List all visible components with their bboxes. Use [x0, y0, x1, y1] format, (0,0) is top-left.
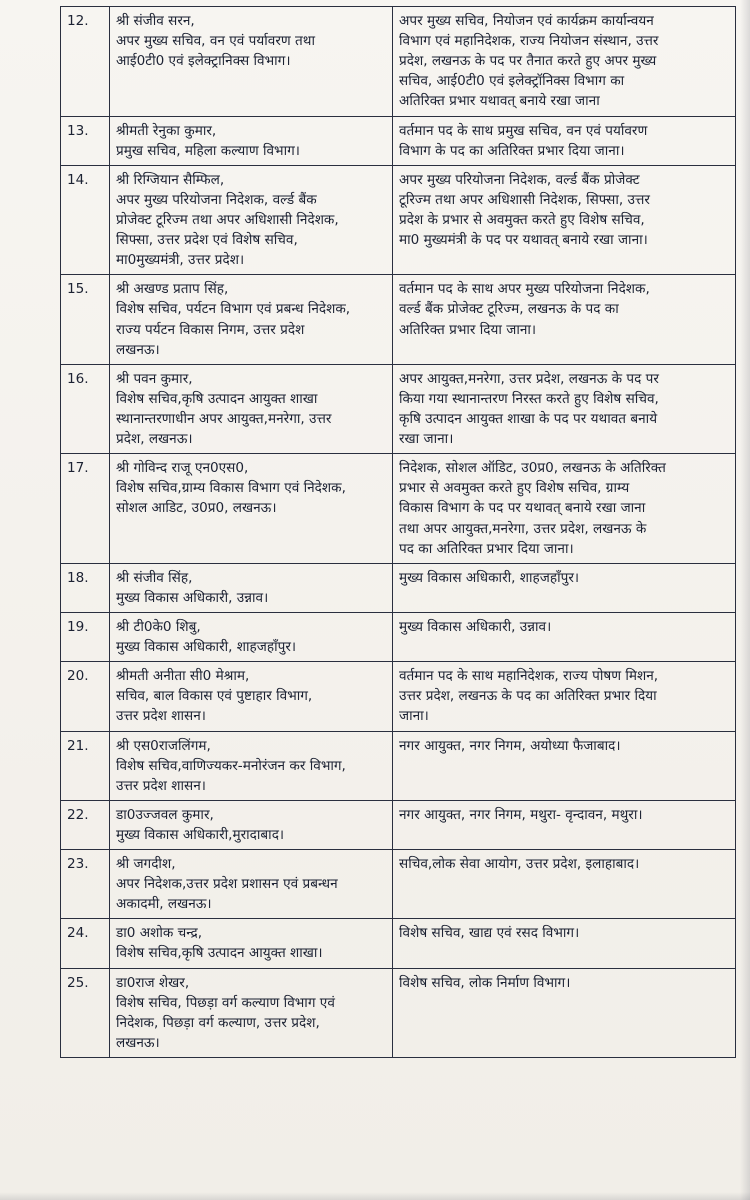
serial-number: 17. — [61, 454, 110, 564]
officer-cell — [110, 7, 393, 117]
new-posting-cell — [393, 563, 736, 612]
officer-name: श्री रिग्जियान सैम्फिल, — [116, 171, 225, 188]
officer-cell — [110, 968, 393, 1057]
table-row — [61, 800, 736, 849]
officer-current-post: प्रदेश, लखनऊ। — [116, 431, 193, 448]
table-row — [61, 919, 736, 968]
transfer-order-table — [60, 6, 736, 1058]
new-posting-text: अपर मुख्य परियोजना निदेशक, वर्ल्ड बैंक प्रोजेक्ट — [399, 171, 640, 188]
officer-current-post: प्रोजेक्ट टूरिज्म तथा अपर अधिशासी निदेशक, — [116, 211, 339, 228]
officer-current-post: अपर मुख्य सचिव, वन एवं पर्यावरण तथा — [116, 33, 315, 50]
officer-current-post: राज्य पर्यटन विकास निगम, उत्तर प्रदेश — [116, 321, 305, 338]
new-posting-text: अतिरिक्त प्रभार यथावत् बनाये रखा जाना — [399, 93, 600, 110]
serial-number: 18. — [61, 563, 110, 612]
officer-cell — [110, 165, 393, 275]
page-bottom-shadow — [0, 1192, 750, 1200]
officer-current-post: उत्तर प्रदेश शासन। — [116, 777, 206, 794]
serial-number: 22. — [61, 800, 110, 849]
officer-cell — [110, 364, 393, 453]
officer-current-post: मुख्य विकास अधिकारी, उन्नाव। — [116, 589, 269, 606]
table-row — [61, 662, 736, 731]
officer-name: श्रीमती अनीता सी0 मेश्राम, — [116, 668, 250, 685]
new-posting-cell — [393, 919, 736, 968]
new-posting-text: विकास विभाग के पद पर यथावत् बनाये रखा जाना — [399, 500, 646, 517]
new-posting-text: वर्तमान पद के साथ महानिदेशक, राज्य पोषण मिशन, — [399, 668, 659, 685]
serial-number: 14. — [61, 165, 110, 275]
new-posting-text: अपर मुख्य सचिव, नियोजन एवं कार्यक्रम कार्यान्वयन — [399, 13, 654, 29]
serial-number: 21. — [61, 731, 110, 800]
officer-cell — [110, 850, 393, 919]
table-row — [61, 7, 736, 117]
serial-number: 19. — [61, 612, 110, 661]
new-posting-text: वर्तमान पद के साथ प्रमुख सचिव, वन एवं पर्यावरण — [399, 122, 648, 139]
officer-name: श्री अखण्ड प्रताप सिंह, — [116, 281, 229, 298]
officer-current-post: विशेष सचिव, पिछड़ा वर्ग कल्याण विभाग एवं — [116, 994, 335, 1011]
serial-number: 12. — [61, 7, 110, 117]
new-posting-text: मुख्य विकास अधिकारी, उन्नाव। — [399, 618, 552, 635]
new-posting-text: निदेशक, सोशल ऑडिट, उ0प्र0, लखनऊ के अतिरिक्त — [399, 460, 666, 477]
officer-name: श्रीमती रेनुका कुमार, — [116, 122, 217, 139]
table-row — [61, 275, 736, 364]
new-posting-text: रखा जाना। — [399, 431, 454, 448]
table-row — [61, 116, 736, 165]
officer-current-post: अपर मुख्य परियोजना निदेशक, वर्ल्ड बैंक — [116, 191, 317, 208]
new-posting-text: प्रभार से अवमुक्त करते हुए विशेष सचिव, ग्राम्य — [399, 480, 630, 497]
new-posting-text: तथा अपर आयुक्त,मनरेगा, उत्तर प्रदेश, लखनऊ के — [399, 520, 647, 537]
officer-name: श्री गोविन्द राजू एन0एस0, — [116, 460, 249, 477]
new-posting-cell — [393, 7, 736, 117]
new-posting-text: टूरिज्म तथा अपर अधिशासी निदेशक, सिफ्सा, उत्तर — [399, 191, 650, 208]
officer-current-post: सोशल आडिट, उ0प्र0, लखनऊ। — [116, 500, 277, 517]
new-posting-text: अपर आयुक्त,मनरेगा, उत्तर प्रदेश, लखनऊ के पद पर — [399, 370, 659, 387]
officer-cell — [110, 800, 393, 849]
new-posting-text: मा0 मुख्यमंत्री के पद पर यथावत् बनाये रखा जाना। — [399, 232, 648, 249]
officer-cell — [110, 563, 393, 612]
officer-cell — [110, 731, 393, 800]
new-posting-cell — [393, 800, 736, 849]
serial-number: 20. — [61, 662, 110, 731]
new-posting-cell — [393, 612, 736, 661]
new-posting-text: उत्तर प्रदेश, लखनऊ के पद का अतिरिक्त प्रभार दिया — [399, 688, 657, 705]
serial-number: 23. — [61, 850, 110, 919]
officer-name: श्री एस0राजलिंगम, — [116, 737, 211, 754]
officer-current-post: स्थानान्तरणाधीन अपर आयुक्त,मनरेगा, उत्तर — [116, 410, 332, 427]
new-posting-cell — [393, 116, 736, 165]
serial-number: 24. — [61, 919, 110, 968]
officer-current-post: निदेशक, पिछड़ा वर्ग कल्याण, उत्तर प्रदेश, — [116, 1014, 320, 1031]
new-posting-text: जाना। — [399, 708, 429, 725]
new-posting-text: विभाग के पद का अतिरिक्त प्रभार दिया जाना। — [399, 142, 625, 159]
new-posting-text: किया गया स्थानान्तरण निरस्त करते हुए विशेष सचिव, — [399, 390, 659, 407]
new-posting-cell — [393, 968, 736, 1057]
officer-name: श्री संजीव सिंह, — [116, 569, 193, 586]
officer-current-post: विशेष सचिव,कृषि उत्पादन आयुक्त शाखा — [116, 390, 318, 407]
officer-current-post: लखनऊ। — [116, 1034, 160, 1051]
officer-current-post: विशेष सचिव,वाणिज्यकर-मनोरंजन कर विभाग, — [116, 757, 346, 774]
new-posting-text: वर्तमान पद के साथ अपर मुख्य परियोजना निदेशक, — [399, 281, 650, 298]
officer-name: डा0 अशोक चन्द्र, — [116, 925, 203, 942]
table-row — [61, 364, 736, 453]
new-posting-cell — [393, 364, 736, 453]
new-posting-text: मुख्य विकास अधिकारी, शाहजहाँपुर। — [399, 569, 580, 586]
page-edge-shadow — [740, 0, 750, 1200]
officer-current-post: उत्तर प्रदेश शासन। — [116, 708, 206, 725]
officer-current-post: मा0मुख्यमंत्री, उत्तर प्रदेश। — [116, 252, 245, 269]
officer-cell — [110, 275, 393, 364]
officer-name: श्री संजीव सरन, — [116, 13, 195, 29]
officer-current-post: विशेष सचिव,ग्राम्य विकास विभाग एवं निदेशक, — [116, 480, 346, 497]
officer-current-post: आई0टी0 एवं इलेक्ट्रानिक्स विभाग। — [116, 53, 291, 70]
officer-current-post: विशेष सचिव,कृषि उत्पादन आयुक्त शाखा। — [116, 945, 323, 962]
serial-number: 25. — [61, 968, 110, 1057]
new-posting-text: नगर आयुक्त, नगर निगम, मथुरा- वृन्दावन, मथुरा। — [399, 806, 643, 823]
officer-current-post: मुख्य विकास अधिकारी, शाहजहाँपुर। — [116, 639, 297, 656]
new-posting-text: वर्ल्ड बैंक प्रोजेक्ट टूरिज्म, लखनऊ के पद का — [399, 301, 619, 318]
table-body — [61, 7, 736, 1058]
new-posting-text: अतिरिक्त प्रभार दिया जाना। — [399, 321, 537, 338]
new-posting-text: पद का अतिरिक्त प्रभार दिया जाना। — [399, 540, 574, 557]
table-row — [61, 731, 736, 800]
officer-current-post: प्रमुख सचिव, महिला कल्याण विभाग। — [116, 142, 300, 159]
table-row — [61, 968, 736, 1057]
officer-current-post: अपर निदेशक,उत्तर प्रदेश प्रशासन एवं प्रबन्धन — [116, 876, 338, 893]
officer-cell — [110, 662, 393, 731]
table-row — [61, 612, 736, 661]
table-row — [61, 454, 736, 564]
officer-current-post: सचिव, बाल विकास एवं पुष्टाहार विभाग, — [116, 688, 313, 705]
officer-name: श्री टी0के0 शिबु, — [116, 618, 201, 635]
serial-number: 16. — [61, 364, 110, 453]
new-posting-text: प्रदेश के प्रभार से अवमुक्त करते हुए विशेष सचिव, — [399, 211, 645, 228]
officer-current-post: अकादमी, लखनऊ। — [116, 896, 212, 913]
new-posting-text: विशेष सचिव, लोक निर्माण विभाग। — [399, 974, 571, 991]
officer-cell — [110, 919, 393, 968]
officer-current-post: लखनऊ। — [116, 341, 160, 358]
officer-name: डा0उज्जवल कुमार, — [116, 806, 214, 823]
officer-current-post: सिफ्सा, उत्तर प्रदेश एवं विशेष सचिव, — [116, 232, 298, 249]
table-row — [61, 563, 736, 612]
officer-name: श्री जगदीश, — [116, 856, 176, 873]
new-posting-text: सचिव,लोक सेवा आयोग, उत्तर प्रदेश, इलाहाबाद। — [399, 856, 640, 873]
new-posting-text: कृषि उत्पादन आयुक्त शाखा के पद पर यथावत बनाये — [399, 410, 658, 427]
officer-current-post: मुख्य विकास अधिकारी,मुरादाबाद। — [116, 826, 285, 843]
officer-name: डा0राज शेखर, — [116, 974, 190, 991]
new-posting-text: नगर आयुक्त, नगर निगम, अयोध्या फैजाबाद। — [399, 737, 621, 754]
new-posting-text: सचिव, आई0टी0 एवं इलेक्ट्रॉनिक्स विभाग का — [399, 73, 625, 90]
new-posting-cell — [393, 454, 736, 564]
officer-cell — [110, 454, 393, 564]
officer-name: श्री पवन कुमार, — [116, 370, 193, 387]
new-posting-text: विशेष सचिव, खाद्य एवं रसद विभाग। — [399, 925, 580, 942]
new-posting-cell — [393, 662, 736, 731]
new-posting-text: विभाग एवं महानिदेशक, राज्य नियोजन संस्थान, उत्तर — [399, 33, 659, 50]
officer-cell — [110, 612, 393, 661]
new-posting-cell — [393, 850, 736, 919]
new-posting-cell — [393, 165, 736, 275]
officer-cell — [110, 116, 393, 165]
serial-number: 13. — [61, 116, 110, 165]
new-posting-text: प्रदेश, लखनऊ के पद पर तैनात करते हुए अपर मुख्य — [399, 53, 657, 70]
table-row — [61, 850, 736, 919]
officer-current-post: विशेष सचिव, पर्यटन विभाग एवं प्रबन्ध निदेशक, — [116, 301, 351, 318]
new-posting-cell — [393, 275, 736, 364]
new-posting-cell — [393, 731, 736, 800]
serial-number: 15. — [61, 275, 110, 364]
table-row — [61, 165, 736, 275]
